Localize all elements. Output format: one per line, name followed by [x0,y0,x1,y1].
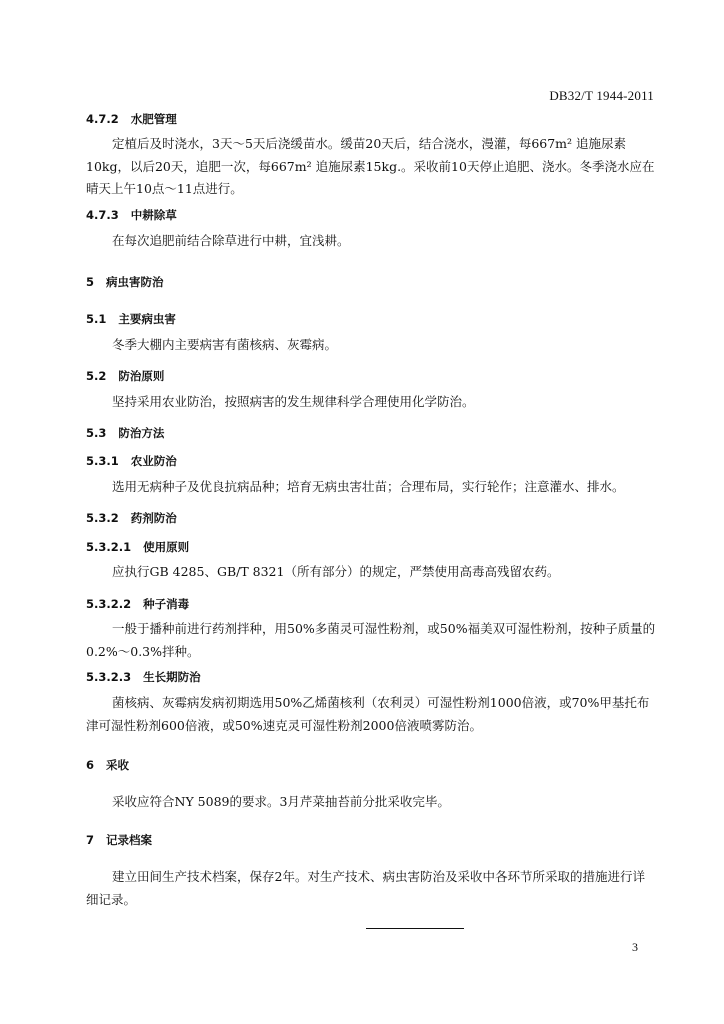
heading-title: 生长期防治 [143,670,201,684]
heading-title: 病虫害防治 [106,275,164,289]
heading-title: 采收 [106,758,130,772]
paragraph-text: 坚持采用农业防治，按照病害的发生规律科学合理使用化学防治。 [112,394,475,409]
heading-number: 4.7.3 [86,208,119,222]
heading-number: 5.3 [86,426,107,440]
paragraph-4-7-3 [86,230,656,253]
paragraph-text: 冬季大棚内主要病害有菌核病、灰霉病。 [112,337,338,352]
paragraph-5-2 [86,391,656,414]
paragraph-5-3-2-1 [86,561,656,584]
paragraph-6 [86,791,656,814]
paragraph-5-1 [86,334,656,357]
heading-4-7-3 [86,207,177,223]
heading-title: 农业防治 [130,454,177,468]
heading-5-1 [86,311,176,327]
paragraph-5-3-2-2 [86,618,656,663]
paragraph-5-3-2-3 [86,692,656,737]
heading-number: 5.1 [86,312,107,326]
paragraph-text: 一般于播种前进行药剂拌种，用50%多菌灵可湿性粉剂，或50%福美双可湿性粉剂，按种子质量的0.2%～0.3%拌种。 [86,621,656,659]
heading-5-2 [86,368,164,384]
end-rule [366,928,464,929]
heading-number: 7 [86,833,95,847]
heading-5-3-2-3 [86,669,201,685]
heading-5-3-2-1 [86,539,189,555]
paragraph-text: 在每次追肥前结合除草进行中耕，宜浅耕。 [112,233,350,248]
heading-title: 使用原则 [143,540,190,554]
paragraph-text: 选用无病种子及优良抗病品种；培育无病虫害壮苗；合理布局，实行轮作；注意灌水、排水。 [112,479,625,494]
heading-title: 防治原则 [118,369,165,383]
paragraph-text: 建立田间生产技术档案，保存2年。对生产技术、病虫害防治及采收中各环节所采取的措施进行详细记录。 [86,869,645,907]
heading-6 [86,757,129,773]
paragraph-4-7-2 [86,133,656,201]
heading-title: 水肥管理 [130,112,177,126]
heading-number: 6 [86,758,95,772]
heading-5-3-2 [86,510,177,526]
heading-5-3-2-2 [86,596,189,612]
heading-number: 5.3.1 [86,454,119,468]
paragraph-text: 采收应符合NY 5089的要求。3月芹菜抽苔前分批采收完毕。 [112,794,450,809]
heading-title: 种子消毒 [143,597,190,611]
heading-4-7-2 [86,111,177,127]
heading-title: 药剂防治 [130,511,177,525]
heading-title: 记录档案 [106,833,153,847]
heading-title: 防治方法 [118,426,165,440]
heading-number: 5.2 [86,369,107,383]
heading-number: 5.3.2.2 [86,597,132,611]
paragraph-5-3-1 [86,476,656,499]
heading-5-3-1 [86,453,177,469]
heading-number: 5 [86,275,95,289]
paragraph-text: 菌核病、灰霉病发病初期选用50%乙烯菌核利（农利灵）可湿性粉剂1000倍液，或70%甲基托布津可湿性粉剂600倍液，或50%速克灵可湿性粉剂2000倍液喷雾防治。 [86,695,650,733]
heading-5-3 [86,425,164,441]
heading-title: 中耕除草 [130,208,177,222]
heading-number: 4.7.2 [86,112,119,126]
heading-number: 5.3.2 [86,511,119,525]
heading-7 [86,832,152,848]
paragraph-7 [86,866,656,911]
heading-number: 5.3.2.1 [86,540,132,554]
heading-title: 主要病虫害 [118,312,176,326]
standard-code: DB32/T 1944-2011 [549,88,654,103]
paragraph-text: 定植后及时浇水，3天～5天后浇缓苗水。缓苗20天后，结合浇水，漫灌，每667m² 追施尿素10kg，以后20天，追肥一次，每667m² 追施尿素15kg.。采收前10天停止追肥、浇水。冬季浇水应在晴天上午10点～11点进行。 [86,136,655,196]
heading-number: 5.3.2.3 [86,670,132,684]
heading-5 [86,274,164,290]
paragraph-text: 应执行GB 4285、GB/T 8321（所有部分）的规定，严禁使用高毒高残留农药。 [112,564,560,579]
page-number: 3 [632,940,638,954]
